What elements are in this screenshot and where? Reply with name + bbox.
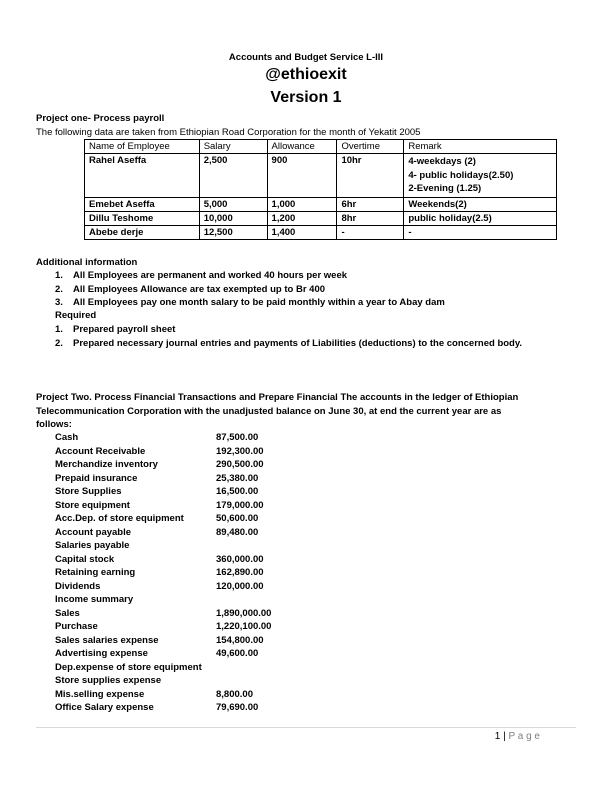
list-item bbox=[55, 513, 315, 527]
account-name: Merchandize inventory bbox=[55, 459, 158, 470]
list-item bbox=[55, 702, 315, 716]
account-amount: 89,480.00 bbox=[216, 526, 259, 538]
remark-line: 4- public holidays(2.50) bbox=[408, 169, 514, 181]
account-name: Sales salaries expense bbox=[55, 634, 159, 646]
list-item bbox=[55, 432, 315, 446]
additional-info-list bbox=[55, 270, 575, 311]
account-name: Acc.Dep. of store equipment bbox=[55, 513, 184, 524]
employee-allowance: 1,200 bbox=[267, 212, 337, 226]
list-item bbox=[55, 459, 315, 473]
account-name: Dep.expense of store equipment bbox=[55, 661, 202, 673]
account-amount: 162,890.00 bbox=[216, 567, 264, 578]
list-item bbox=[55, 567, 315, 581]
account-name: Retaining earning bbox=[55, 567, 136, 578]
page-label: P a g e bbox=[508, 731, 540, 742]
account-amount: 16,500.00 bbox=[216, 486, 259, 497]
account-amount: 8,800.00 bbox=[216, 688, 253, 700]
account-name: Cash bbox=[55, 432, 79, 443]
employee-remark: - bbox=[404, 226, 557, 240]
account-amount: 1,890,000.00 bbox=[216, 607, 272, 619]
remark-line: 4-weekdays (2) bbox=[408, 156, 476, 167]
project2-intro-line: follows: bbox=[36, 419, 72, 430]
account-amount: 192,300.00 bbox=[216, 445, 264, 457]
account-name: Purchase bbox=[55, 621, 98, 632]
list-item bbox=[55, 338, 585, 352]
list-item bbox=[55, 689, 315, 703]
employee-remark: public holiday(2.5) bbox=[404, 212, 557, 226]
account-amount: 179,000.00 bbox=[216, 499, 264, 511]
page-footer bbox=[495, 731, 540, 742]
account-name: Advertising expense bbox=[55, 648, 148, 659]
list-item bbox=[55, 581, 315, 595]
list-item bbox=[55, 297, 575, 311]
account-amount: 25,380.00 bbox=[216, 472, 259, 484]
employee-allowance: 1,000 bbox=[267, 198, 337, 212]
col-allowance-header: Allowance bbox=[267, 140, 337, 154]
employee-name: Dillu Teshome bbox=[85, 212, 200, 226]
account-amount: 79,690.00 bbox=[216, 702, 259, 713]
list-item bbox=[55, 527, 315, 541]
col-salary-header: Salary bbox=[199, 140, 267, 154]
employee-salary: 2,500 bbox=[199, 154, 267, 198]
employee-name: Emebet Aseffa bbox=[85, 198, 200, 212]
account-amount: 87,500.00 bbox=[216, 432, 259, 443]
project2-intro-line: Telecommunication Corporation with the unadjusted balance on June 30, at end the current year are as bbox=[36, 405, 502, 417]
required-title: Required bbox=[55, 310, 97, 321]
ledger-accounts-list bbox=[0, 432, 612, 722]
account-name: Mis.selling expense bbox=[55, 688, 145, 700]
employee-overtime: 6hr bbox=[337, 198, 404, 212]
version-title: Version 1 bbox=[270, 89, 342, 106]
employee-salary: 10,000 bbox=[199, 212, 267, 226]
list-item bbox=[55, 635, 315, 649]
list-item bbox=[55, 446, 315, 460]
project1-intro: The following data are taken from Ethiopian Road Corporation for the month of Yekatit 2005 bbox=[36, 127, 421, 138]
list-item bbox=[55, 554, 315, 568]
list-number: 1. bbox=[55, 324, 63, 335]
table-row bbox=[85, 212, 557, 226]
list-text: All Employees pay one month salary to be paid monthly within a year to Abay dam bbox=[73, 297, 445, 308]
list-number: 3. bbox=[55, 297, 63, 308]
page-number: 1 bbox=[494, 731, 501, 742]
list-text: All Employees Allowance are tax exempted up to Br 400 bbox=[73, 283, 326, 295]
list-number: 2. bbox=[55, 337, 63, 349]
employee-remark bbox=[404, 154, 557, 198]
account-amount: 49,600.00 bbox=[216, 648, 259, 659]
account-name: Account payable bbox=[55, 526, 132, 538]
account-name: Office Salary expense bbox=[55, 702, 154, 713]
remark-line: 2-Evening (1.25) bbox=[408, 183, 482, 194]
account-name: Sales bbox=[55, 607, 80, 619]
col-name-header: Name of Employee bbox=[85, 140, 200, 154]
account-amount: 360,000.00 bbox=[216, 553, 264, 565]
account-name: Account Receivable bbox=[55, 445, 146, 457]
list-text: All Employees are permanent and worked 40 hours per week bbox=[73, 270, 348, 281]
list-item bbox=[55, 473, 315, 487]
employee-overtime: - bbox=[337, 226, 404, 240]
list-item bbox=[55, 648, 315, 662]
account-name: Capital stock bbox=[55, 553, 115, 565]
account-amount: 1,220,100.00 bbox=[216, 621, 272, 632]
table-row bbox=[85, 198, 557, 212]
col-overtime-header: Overtime bbox=[337, 140, 404, 154]
list-item bbox=[55, 594, 315, 608]
list-item bbox=[55, 486, 315, 500]
employee-allowance: 900 bbox=[267, 154, 337, 198]
account-amount: 154,800.00 bbox=[216, 634, 264, 646]
employee-overtime: 8hr bbox=[337, 212, 404, 226]
course-title: Accounts and Budget Service L-III bbox=[228, 52, 384, 63]
account-name: Prepaid insurance bbox=[55, 472, 138, 484]
payroll-table bbox=[84, 139, 557, 240]
required-list bbox=[55, 324, 585, 351]
account-amount: 50,600.00 bbox=[216, 513, 259, 524]
footer-separator: | bbox=[503, 731, 506, 742]
employee-salary: 12,500 bbox=[199, 226, 267, 240]
project1-title: Project one- Process payroll bbox=[36, 113, 165, 124]
handle-title: @ethioexit bbox=[265, 66, 347, 83]
list-text: Prepared payroll sheet bbox=[73, 324, 176, 335]
account-name: Store supplies expense bbox=[55, 675, 162, 686]
list-item bbox=[55, 608, 315, 622]
account-name: Store equipment bbox=[55, 499, 130, 511]
employee-allowance: 1,400 bbox=[267, 226, 337, 240]
employee-remark: Weekends(2) bbox=[404, 198, 557, 212]
list-item bbox=[55, 324, 585, 338]
project2-intro-line: Project Two. Process Financial Transactions and Prepare Financial The accounts in the ledger of Ethiopian bbox=[36, 392, 519, 403]
table-row bbox=[85, 226, 557, 240]
list-item bbox=[55, 284, 575, 298]
list-item bbox=[55, 540, 315, 554]
footer-divider bbox=[36, 727, 576, 728]
list-item bbox=[55, 675, 315, 689]
employee-overtime: 10hr bbox=[337, 154, 404, 198]
account-amount: 120,000.00 bbox=[216, 580, 264, 592]
account-name: Income summary bbox=[55, 594, 134, 605]
col-remark-header: Remark bbox=[404, 140, 557, 154]
list-item bbox=[55, 662, 315, 676]
list-number: 2. bbox=[55, 283, 63, 295]
list-number: 1. bbox=[55, 270, 63, 281]
account-name: Store Supplies bbox=[55, 486, 122, 497]
payroll-header-row bbox=[85, 140, 557, 154]
account-amount: 290,500.00 bbox=[216, 459, 264, 470]
employee-name: Rahel Aseffa bbox=[85, 154, 200, 198]
list-text: Prepared necessary journal entries and payments of Liabilities (deductions) to the concerned body. bbox=[73, 337, 523, 349]
table-row bbox=[85, 154, 557, 198]
project2-intro bbox=[36, 391, 576, 432]
employee-salary: 5,000 bbox=[199, 198, 267, 212]
list-item bbox=[55, 500, 315, 514]
account-name: Salaries payable bbox=[55, 540, 130, 551]
employee-name: Abebe derje bbox=[85, 226, 200, 240]
account-name: Dividends bbox=[55, 580, 101, 592]
additional-info-title: Additional information bbox=[36, 257, 138, 268]
list-item bbox=[55, 621, 315, 635]
list-item bbox=[55, 270, 575, 284]
